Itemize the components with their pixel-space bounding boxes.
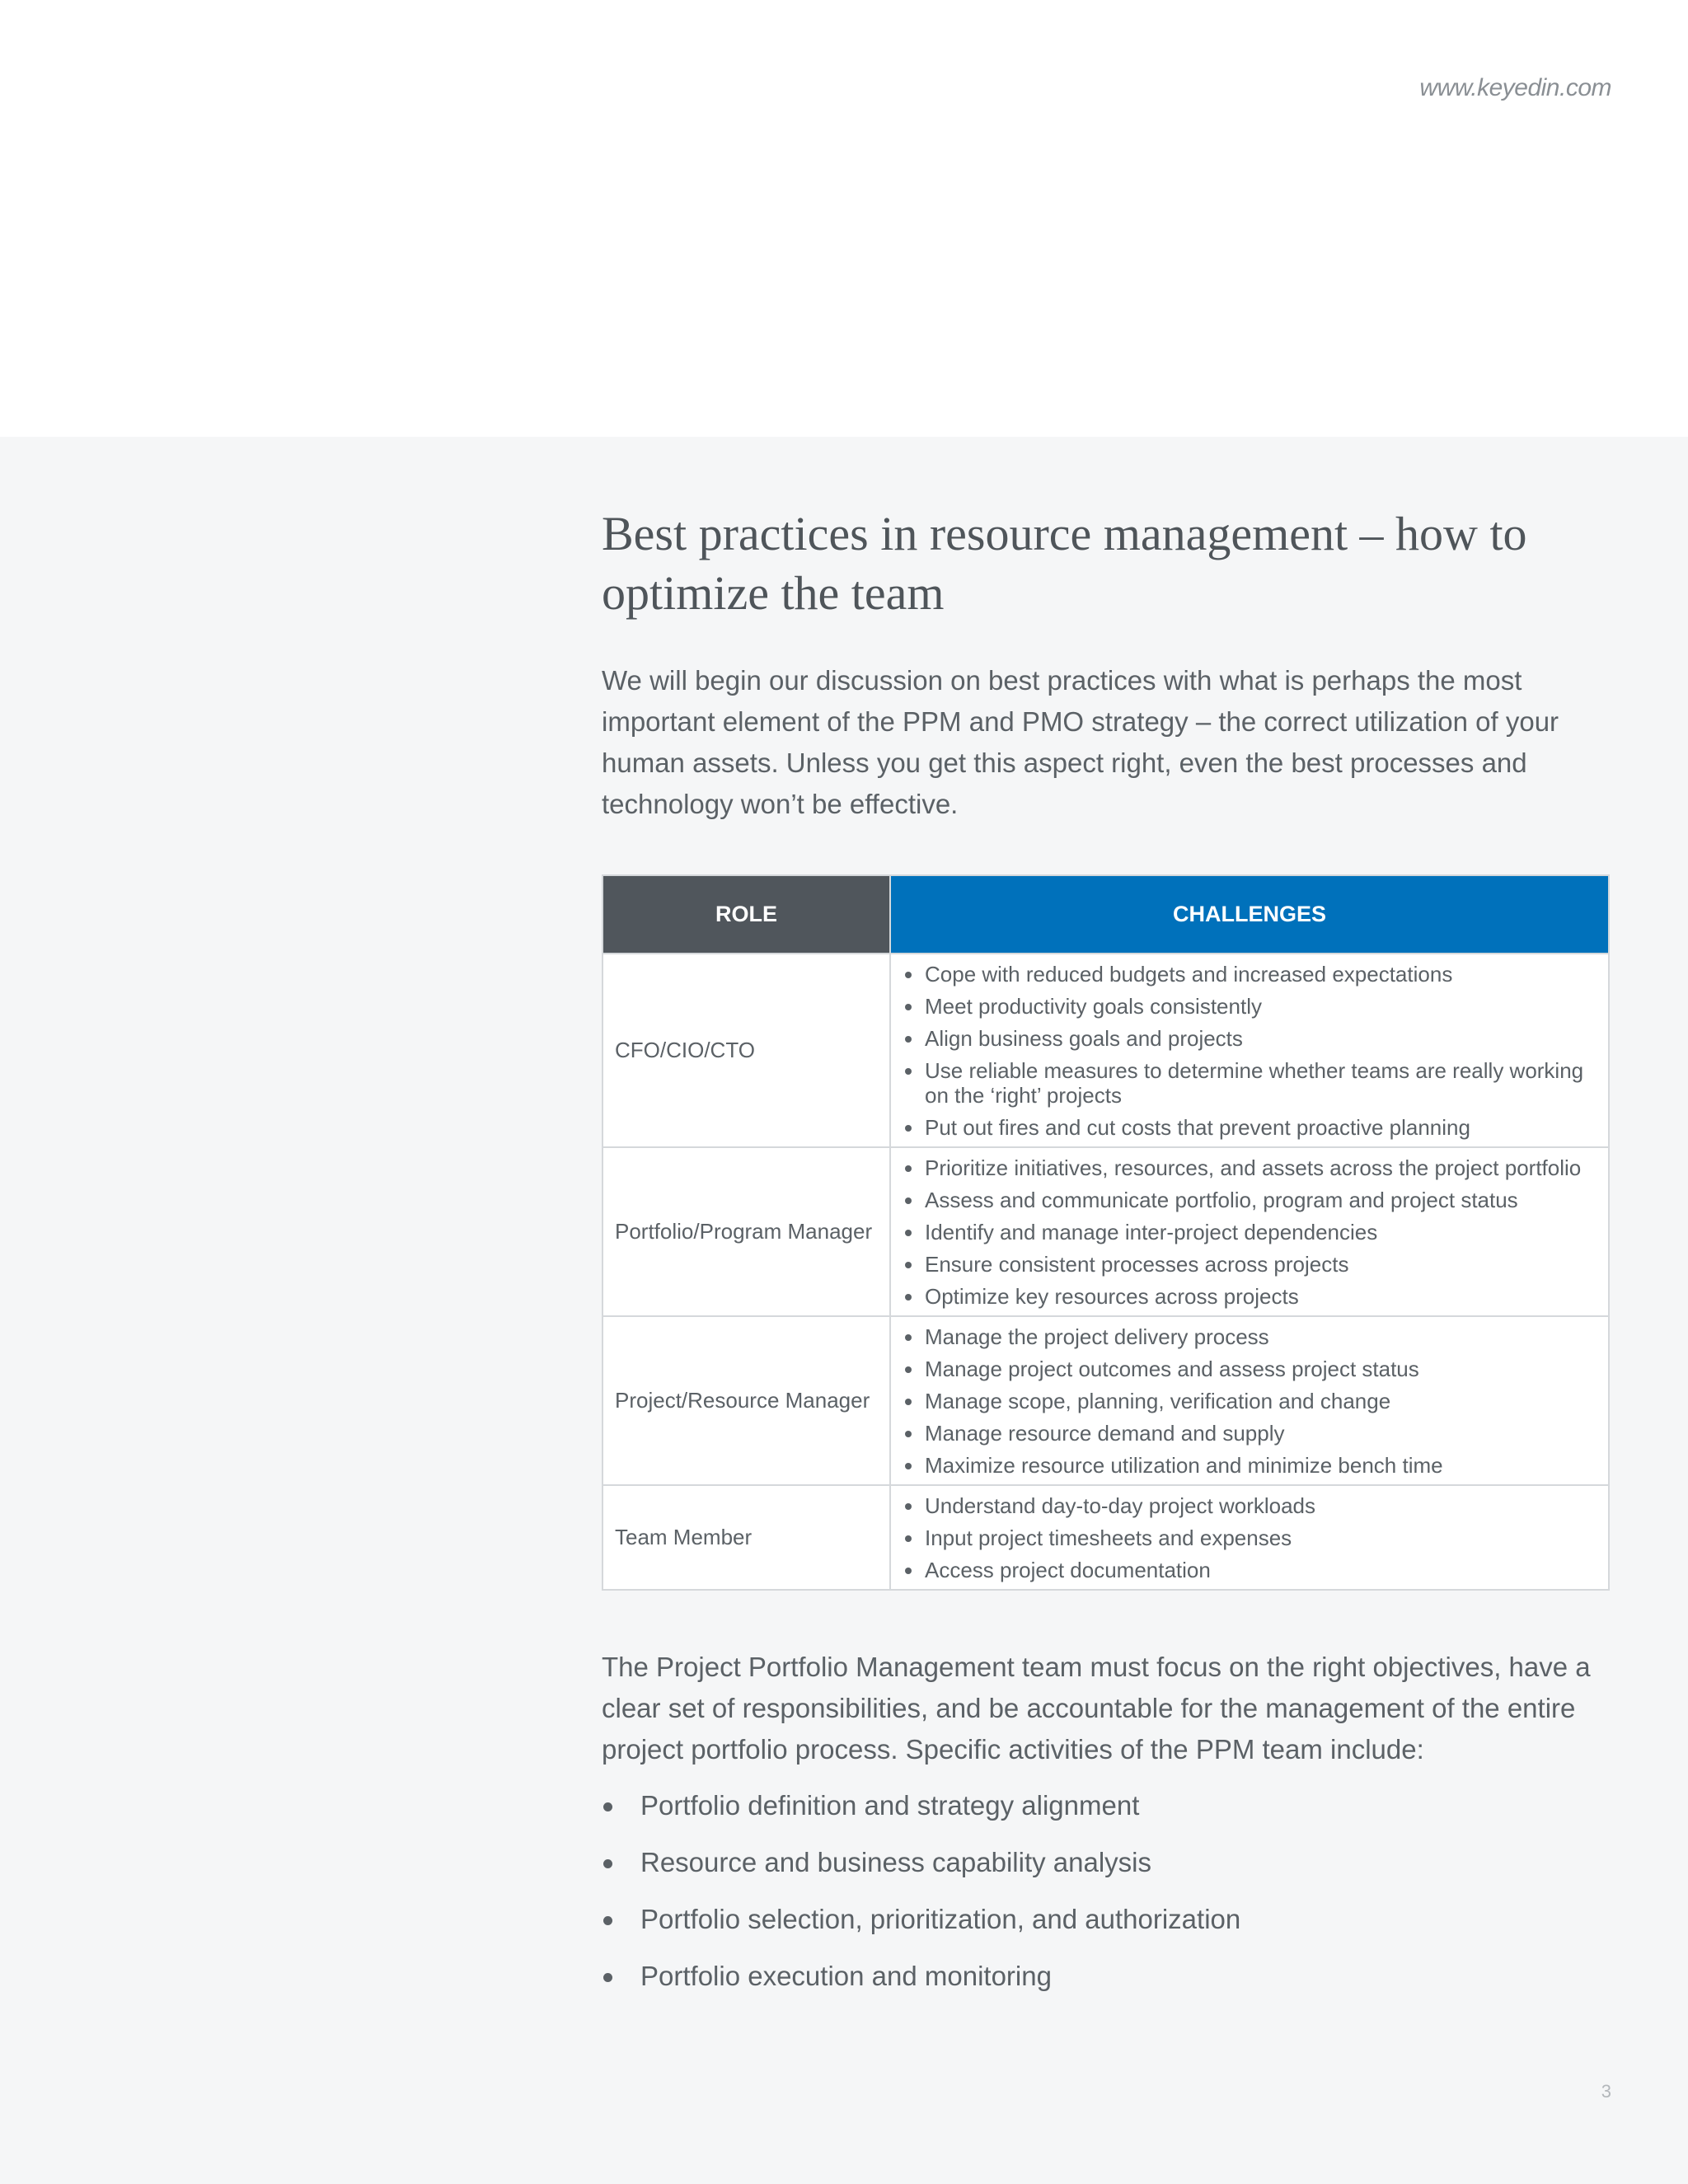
page-number: 3	[1601, 2081, 1611, 2102]
challenge-item: Meet productivity goals consistently	[903, 994, 1597, 1019]
challenge-item: Optimize key resources across projects	[903, 1284, 1597, 1309]
challenge-item: Understand day-to-day project workloads	[903, 1493, 1597, 1518]
activity-item: Portfolio selection, prioritization, and authorization	[602, 1899, 1611, 1940]
role-column-header: ROLE	[603, 875, 890, 954]
challenge-item: Access project documentation	[903, 1558, 1597, 1582]
challenges-list	[903, 962, 1597, 1140]
activity-item: Portfolio execution and monitoring	[602, 1956, 1611, 1997]
challenges-list	[903, 1155, 1597, 1309]
website-url: www.keyedin.com	[1419, 74, 1611, 101]
role-cell: Portfolio/Program Manager	[603, 1147, 890, 1316]
challenges-cell	[890, 954, 1609, 1147]
activity-item: Portfolio definition and strategy alignment	[602, 1785, 1611, 1826]
table-row	[603, 1147, 1609, 1316]
ppm-team-paragraph: The Project Portfolio Management team must focus on the right objectives, have a clear set of responsibilities, and be accountable for the management of the entire project portfolio process. Specific activities of the PPM team include:	[602, 1652, 1591, 1765]
challenges-cell	[890, 1485, 1609, 1590]
challenge-item: Identify and manage inter-project dependencies	[903, 1220, 1597, 1244]
role-cell: CFO/CIO/CTO	[603, 954, 890, 1147]
challenge-item: Manage resource demand and supply	[903, 1421, 1597, 1446]
table-row	[603, 1316, 1609, 1485]
intro-paragraph: We will begin our discussion on best practices with what is perhaps the most important element of the PPM and PMO strategy – the correct utilization of your human assets. Unless you get this aspect right, even the best processes and technology won’t be effective.	[602, 665, 1559, 819]
role-cell: Team Member	[603, 1485, 890, 1590]
challenges-cell	[890, 1316, 1609, 1485]
challenge-item: Ensure consistent processes across projects	[903, 1252, 1597, 1277]
challenges-column-header: CHALLENGES	[890, 875, 1609, 954]
page-title: Best practices in resource management – how to optimize the team	[602, 507, 1527, 620]
ppm-activities-list	[602, 1785, 1611, 1997]
role-cell: Project/Resource Manager	[603, 1316, 890, 1485]
table-row	[603, 1485, 1609, 1590]
main-content	[602, 504, 1611, 2013]
challenge-item: Prioritize initiatives, resources, and assets across the project portfolio	[903, 1155, 1597, 1180]
challenge-item: Maximize resource utilization and minimize bench time	[903, 1453, 1597, 1478]
challenges-list	[903, 1324, 1597, 1478]
challenge-item: Use reliable measures to determine whether teams are really working on the ‘right’ projects	[903, 1058, 1597, 1108]
table-row	[603, 954, 1609, 1147]
challenge-item: Input project timesheets and expenses	[903, 1526, 1597, 1550]
table-header-row	[603, 875, 1609, 954]
challenge-item: Align business goals and projects	[903, 1026, 1597, 1051]
table-body	[603, 954, 1609, 1590]
roles-challenges-table	[602, 874, 1610, 1591]
activity-item: Resource and business capability analysis	[602, 1842, 1611, 1883]
challenge-item: Manage the project delivery process	[903, 1324, 1597, 1349]
challenge-item: Manage scope, planning, verification and change	[903, 1389, 1597, 1413]
challenge-item: Put out fires and cut costs that prevent proactive planning	[903, 1115, 1597, 1140]
challenge-item: Manage project outcomes and assess project status	[903, 1357, 1597, 1381]
challenges-cell	[890, 1147, 1609, 1316]
challenge-item: Cope with reduced budgets and increased expectations	[903, 962, 1597, 987]
page-header-band	[0, 0, 1688, 437]
challenges-list	[903, 1493, 1597, 1582]
challenge-item: Assess and communicate portfolio, program and project status	[903, 1188, 1597, 1212]
